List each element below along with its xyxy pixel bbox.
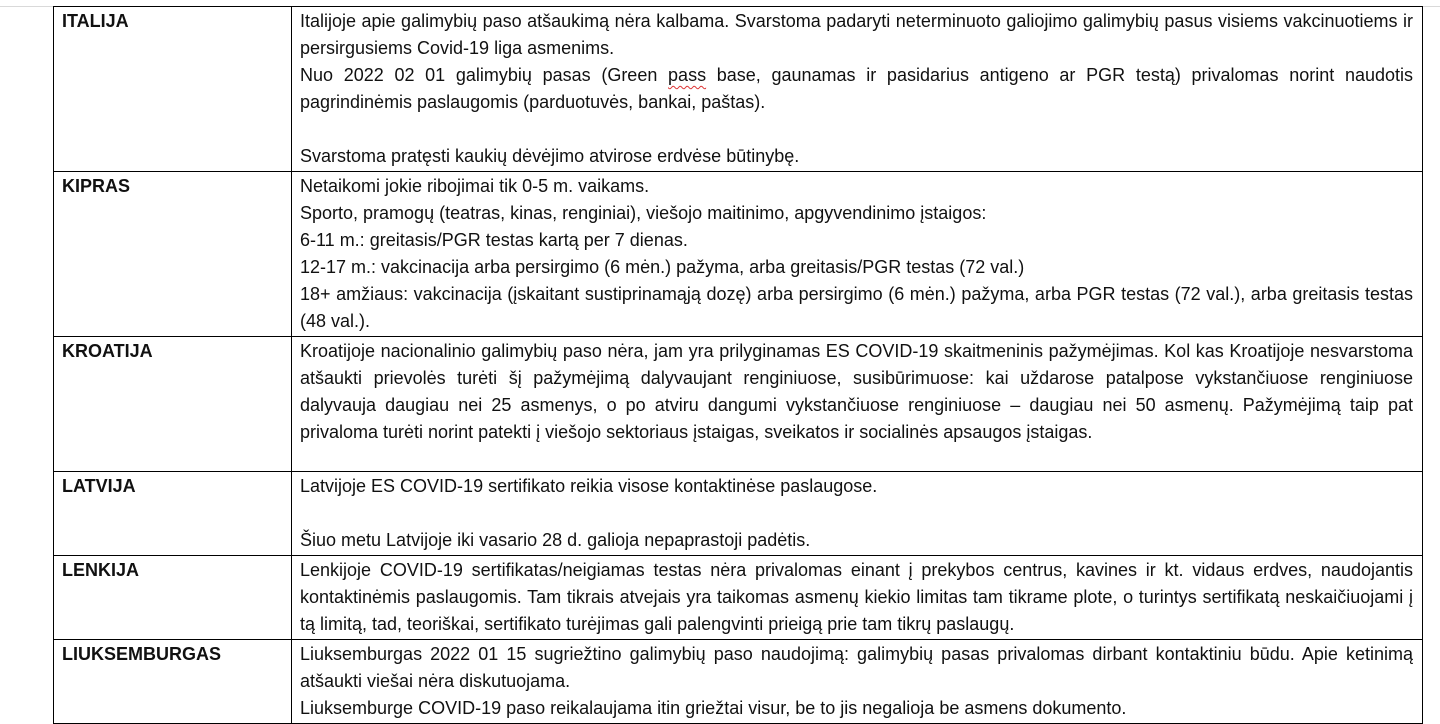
paragraph: Latvijoje ES COVID-19 sertifikato reikia visose kontaktinėse paslaugose. [300,476,878,496]
country-name: LENKIJA [62,560,140,580]
description-cell [292,640,1423,724]
table-row [54,640,1423,724]
description-cell [292,472,1423,556]
country-name: KIPRAS [62,176,131,196]
paragraph: Kroatijoje nacionalinio galimybių paso nėra, jam yra prilyginamas ES COVID-19 skaitmeninis pažymėjimas. Kol kas Kroatijoje nesvarstoma atšaukti prievolės turėti šį pažymėjimą dalyvaujant renginiuose, susibūrimuose: kai uždarose patalpose vykstančiuose renginiuose dalyvauja daugiau nei 25 asmenys, o po atviru dangumi vykstančiuose renginiuose – daugiau nei 50 asmenų. Pažymėjimą taip pat privaloma turėti norint patekti į viešojo sektoriaus įstaigas, sveikatos ir socialinės apsaugos įstaigas. [300,341,1413,442]
country-cell [54,172,292,337]
paragraph: Netaikomi jokie ribojimai tik 0-5 m. vaikams. [300,176,650,196]
description-cell [292,172,1423,337]
country-name: KROATIJA [62,341,153,361]
paragraph: Svarstoma pratęsti kaukių dėvėjimo atvirose erdvėse būtinybę. [300,146,800,166]
country-name: LIUKSEMBURGAS [62,644,222,664]
table-row [54,472,1423,556]
country-name: ITALIJA [62,11,129,31]
paragraph: Italijoje apie galimybių paso atšaukimą nėra kalbama. Svarstoma padaryti neterminuoto galiojimo galimybių pasus visiems vakcinuotiems ir persirgusiems Covid-19 liga asmenims. [300,11,1413,58]
table-row [54,172,1423,337]
paragraph: 18+ amžiaus: vakcinacija (įskaitant sustiprinamąją dozę) arba persirgimo (6 mėn.) pažyma, arba PGR testas (72 val.), arba greitasis testas (48 val.). [300,284,1413,331]
table-row [54,7,1423,172]
paragraph: Šiuo metu Latvijoje iki vasario 28 d. galioja nepaprastoji padėtis. [300,530,811,550]
blank-line [300,500,1413,527]
country-cell [54,7,292,172]
paragraph-green-pass: Nuo 2022 02 01 galimybių pasas (Green pass base, gaunamas ir pasidarius antigeno ar PGR testą) privalomas norint naudotis pagrindinėmis paslaugomis (parduotuvės, bankai, paštas). [300,65,1414,112]
country-cell [54,640,292,724]
description-cell [292,7,1423,172]
country-name: LATVIJA [62,476,136,496]
paragraph: Liuksemburge COVID-19 paso reikalaujama itin griežtai visur, be to jis negalioja be asmens dokumento. [300,698,1127,718]
spellcheck-underline: pass [668,65,707,85]
paragraph: 12-17 m.: vakcinacija arba persirgimo (6 mėn.) pažyma, arba greitasis/PGR testas (72 val.) [300,257,1025,277]
country-cell [54,472,292,556]
description-cell [292,556,1423,640]
blank-line [300,116,1413,143]
country-cell [54,337,292,472]
description-cell [292,337,1423,472]
table-row [54,337,1423,472]
paragraph: 6-11 m.: greitasis/PGR testas kartą per 7 dienas. [300,230,688,250]
paragraph: Lenkijoje COVID-19 sertifikatas/neigiamas testas nėra privalomas einant į prekybos centrus, kavines ir kt. vidaus erdves, naudojantis kontaktinėmis paslaugomis. Tam tikrais atvejais yra taikomas asmenų kiekio limitas tam tikrame plote, o turintys sertifikatą neskaičiuojami į tą limitą, tad, teoriškai, sertifikato turėjimas gali palengvinti prieigą prie tam tikrų paslaugų. [300,560,1413,634]
paragraph: Sporto, pramogų (teatras, kinas, renginiai), viešojo maitinimo, apgyvendinimo įstaigos: [300,203,987,223]
country-cell [54,556,292,640]
paragraph: Liuksemburgas 2022 01 15 sugriežtino galimybių paso naudojimą: galimybių pasas privalomas dirbant kontaktiniu būdu. Apie ketinimą atšaukti viešai nėra diskutuojama. [300,644,1413,691]
table-row [54,556,1423,640]
country-rules-table [53,6,1423,724]
